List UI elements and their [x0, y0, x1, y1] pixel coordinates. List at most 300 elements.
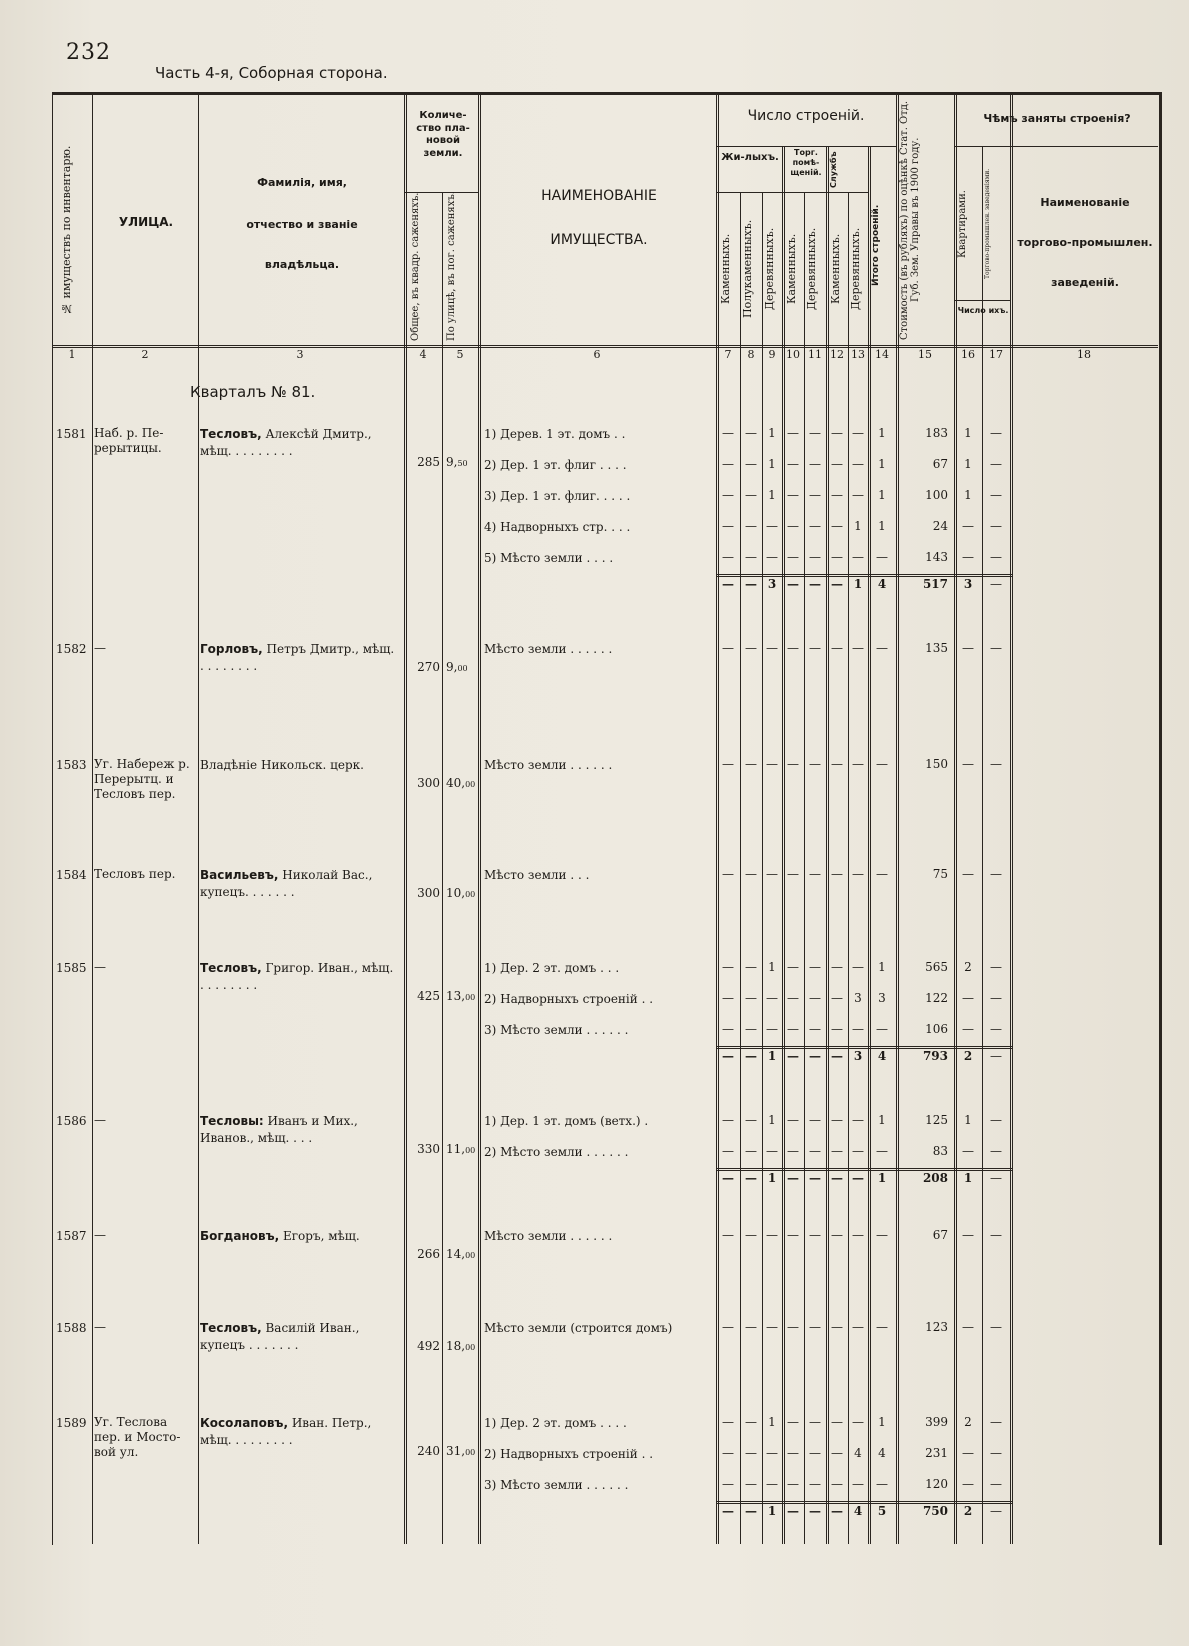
total-trade: —	[990, 1171, 1002, 1185]
building-count-cell: —	[809, 867, 821, 881]
building-count-cell: —	[852, 757, 864, 771]
building-count-cell: —	[745, 1228, 757, 1242]
total-trade: —	[990, 577, 1002, 591]
header-owner-c: владѣльца.	[264, 258, 340, 271]
building-count-cell: —	[809, 641, 821, 655]
building-count-cell: —	[809, 757, 821, 771]
building-count-cell: —	[722, 1022, 734, 1036]
column-number: 15	[918, 348, 932, 361]
apartments-cell: 2	[964, 960, 972, 974]
header-living: Жи-лыхъ.	[721, 152, 779, 163]
building-count-cell: —	[722, 488, 734, 502]
header-rule	[716, 192, 868, 193]
property-item: 2) Дер. 1 эт. флиг . . . .	[484, 458, 627, 472]
building-count-cell: —	[766, 519, 778, 533]
building-count-cell: —	[809, 1504, 821, 1518]
frontage-whole: 14,	[446, 1247, 466, 1261]
header-rule	[954, 300, 1010, 301]
trade-cell: —	[990, 1228, 1002, 1242]
total-apartments: 2	[963, 1049, 973, 1063]
owner-details: Николай Вас., купецъ. . . . . . .	[200, 868, 373, 899]
trade-cell: —	[990, 457, 1002, 471]
building-count-cell: —	[809, 577, 821, 591]
header-c9: Деревянныхъ.	[763, 227, 776, 310]
building-count-cell: —	[809, 1171, 821, 1185]
property-item: 3) Дер. 1 эт. флиг. . . . .	[484, 489, 631, 503]
record-number: 1586	[56, 1114, 87, 1128]
building-count-cell: —	[809, 519, 821, 533]
building-count-cell: —	[852, 550, 864, 564]
header-c10: Каменныхъ.	[785, 233, 798, 304]
header-c15: Стоимость (въ рубляхъ) по оцѣнкѣ Стат. Отд. Губ. Зем. Управы въ 1900 году.	[899, 100, 921, 340]
building-count-cell: —	[787, 550, 799, 564]
building-count-cell: 3	[853, 1049, 863, 1063]
header-c16: Квартирами.	[957, 190, 968, 258]
trade-cell: —	[990, 991, 1002, 1005]
owner-details: Иван. Петр., мѣщ. . . . . . . . .	[200, 1416, 372, 1447]
street-frontage	[446, 775, 475, 793]
building-count-cell: —	[809, 1228, 821, 1242]
building-count-cell: —	[852, 457, 864, 471]
trade-cell: —	[990, 1144, 1002, 1158]
property-item: Мѣсто земли . . . . . .	[484, 758, 613, 772]
owner-surname: Косолаповъ,	[200, 1416, 289, 1430]
building-count-cell: —	[722, 1228, 734, 1242]
building-count-cell: 4	[878, 1446, 886, 1460]
street-name: —	[94, 641, 106, 655]
building-count-cell: —	[722, 519, 734, 533]
building-count-cell: —	[876, 1228, 888, 1242]
building-count-cell: —	[766, 1477, 778, 1491]
building-count-cell: —	[722, 550, 734, 564]
frontage-fraction: 00	[465, 1146, 476, 1155]
street-frontage	[446, 988, 475, 1006]
frontage-fraction: 00	[465, 1343, 476, 1352]
trade-cell: —	[990, 757, 1002, 771]
property-item: 2) Мѣсто земли . . . . . .	[484, 1145, 629, 1159]
cost-cell: 106	[925, 1022, 948, 1036]
building-count-cell: —	[809, 1415, 821, 1429]
building-count-cell: —	[745, 991, 757, 1005]
building-count-cell: —	[766, 1022, 778, 1036]
building-count-cell: —	[831, 1320, 843, 1334]
building-count-cell: —	[722, 1113, 734, 1127]
building-count-cell: —	[745, 1320, 757, 1334]
building-count-cell: 3	[878, 991, 886, 1005]
building-count-cell: —	[722, 960, 734, 974]
trade-cell: —	[990, 960, 1002, 974]
cost-cell: 120	[925, 1477, 948, 1491]
running-head: Часть 4-я, Соборная сторона.	[155, 64, 388, 82]
street-name: —	[94, 1113, 106, 1127]
building-count-cell: —	[787, 1415, 799, 1429]
building-count-cell: —	[745, 488, 757, 502]
owner-name	[200, 1113, 400, 1147]
header-service: Службъ	[829, 151, 838, 189]
building-count-cell: —	[787, 991, 799, 1005]
header-c8: Полукаменныхъ.	[741, 219, 754, 318]
building-count-cell: —	[722, 1415, 734, 1429]
building-count-cell: 1	[768, 1415, 776, 1429]
apartments-cell: —	[962, 757, 974, 771]
street-frontage	[446, 1443, 475, 1461]
building-count-cell: —	[852, 1477, 864, 1491]
building-count-cell: —	[766, 550, 778, 564]
frontage-whole: 40,	[446, 776, 466, 790]
building-count-cell: —	[787, 1320, 799, 1334]
building-count-cell: —	[787, 1171, 799, 1185]
building-count-cell: —	[809, 1113, 821, 1127]
owner-name	[200, 426, 400, 460]
col-rule	[198, 94, 199, 1544]
header-c18-b: торгово-промышлен.	[1017, 236, 1153, 249]
building-count-cell: 1	[768, 1113, 776, 1127]
column-number: 9	[768, 348, 776, 361]
header-c13: Деревянныхъ.	[849, 227, 862, 310]
building-count-cell: —	[876, 757, 888, 771]
building-count-cell: —	[809, 1320, 821, 1334]
building-count-cell: —	[831, 1113, 843, 1127]
owner-name	[200, 757, 400, 774]
building-count-cell: 1	[768, 488, 776, 502]
building-count-cell: 1	[767, 1049, 777, 1063]
column-number: 10	[786, 348, 800, 361]
building-count-cell: —	[852, 426, 864, 440]
building-count-cell: —	[831, 991, 843, 1005]
building-count-cell: 1	[878, 960, 886, 974]
header-property-a: НАИМЕНОВАНІЕ	[541, 188, 657, 204]
property-item: 3) Мѣсто земли . . . . . .	[484, 1478, 629, 1492]
building-count-cell: —	[766, 1228, 778, 1242]
building-count-cell: —	[831, 1171, 843, 1185]
building-count-cell: —	[722, 1144, 734, 1158]
owner-name	[200, 641, 400, 675]
building-count-cell: —	[745, 1415, 757, 1429]
building-count-cell: 3	[767, 577, 777, 591]
header-c11: Деревянныхъ.	[805, 227, 818, 310]
record-number: 1587	[56, 1229, 87, 1243]
owner-surname: Васильевъ,	[200, 868, 279, 882]
street-name: Уг. Набереж р. Перерытц. и Тесловъ пер.	[94, 757, 190, 801]
building-count-cell: —	[745, 641, 757, 655]
building-count-cell: —	[766, 991, 778, 1005]
building-count-cell: 1	[854, 519, 862, 533]
building-count-cell: —	[787, 1049, 799, 1063]
frontage-whole: 18,	[446, 1339, 466, 1353]
building-count-cell: —	[745, 1446, 757, 1460]
owner-surname: Горловъ,	[200, 642, 263, 656]
building-count-cell: —	[876, 1022, 888, 1036]
building-count-cell: —	[876, 1320, 888, 1334]
building-count-cell: —	[745, 1022, 757, 1036]
building-count-cell: 1	[768, 457, 776, 471]
building-count-cell: —	[852, 1171, 864, 1185]
building-count-cell: —	[745, 426, 757, 440]
frontage-whole: 11,	[446, 1142, 466, 1156]
trade-cell: —	[990, 1446, 1002, 1460]
owner-name	[200, 1228, 400, 1245]
total-trade: —	[990, 1049, 1002, 1063]
owner-details: Василій Иван., купецъ . . . . . . .	[200, 1321, 360, 1352]
frontage-fraction: 00	[465, 993, 476, 1002]
building-count-cell: —	[831, 867, 843, 881]
trade-cell: —	[990, 1477, 1002, 1491]
building-count-cell: —	[787, 757, 799, 771]
property-item: 1) Дер. 2 эт. домъ . . . .	[484, 1416, 627, 1430]
column-number: 1	[68, 348, 76, 361]
trade-cell: —	[990, 519, 1002, 533]
building-count-cell: —	[722, 1446, 734, 1460]
building-count-cell: —	[787, 577, 799, 591]
building-count-cell: —	[809, 426, 821, 440]
building-count-cell: —	[831, 519, 843, 533]
building-count-cell: —	[831, 1504, 843, 1518]
column-number: 3	[296, 348, 304, 361]
cost-cell: 183	[925, 426, 948, 440]
total-cost: 750	[922, 1504, 948, 1518]
column-number: 13	[851, 348, 865, 361]
building-count-cell: —	[745, 457, 757, 471]
building-count-cell: —	[787, 1228, 799, 1242]
owner-details: Егоръ, мѣщ.	[282, 1229, 360, 1243]
street-frontage	[446, 1246, 475, 1264]
header-c17: Торгово-промышлен. заведеніями.	[984, 168, 991, 280]
column-number: 8	[747, 348, 755, 361]
owner-surname: Тесловы:	[200, 1114, 264, 1128]
total-cost: 517	[922, 577, 948, 591]
frontage-fraction: 00	[465, 1251, 476, 1260]
trade-cell: —	[990, 488, 1002, 502]
total-trade: —	[990, 1504, 1002, 1518]
building-count-cell: —	[809, 1477, 821, 1491]
building-count-cell: —	[787, 1477, 799, 1491]
building-count-cell: —	[787, 1144, 799, 1158]
cost-cell: 100	[925, 488, 948, 502]
building-count-cell: —	[852, 960, 864, 974]
cost-cell: 75	[932, 867, 948, 881]
owner-details: Петръ Дмитр., мѣщ. . . . . . . . .	[200, 642, 395, 673]
building-count-cell: —	[745, 1113, 757, 1127]
col-rule	[92, 94, 93, 1544]
building-count-cell: —	[876, 867, 888, 881]
header-owner-b: отчество и званіе	[246, 218, 358, 231]
building-count-cell: —	[766, 757, 778, 771]
building-count-cell: —	[722, 1320, 734, 1334]
building-count-cell: —	[831, 1144, 843, 1158]
street-name: —	[94, 960, 106, 974]
building-count-cell: —	[876, 550, 888, 564]
apartments-cell: —	[962, 641, 974, 655]
trade-cell: —	[990, 1022, 1002, 1036]
header-land: Количе-ство пла-новой земли.	[416, 110, 470, 159]
building-count-cell: —	[745, 1144, 757, 1158]
building-count-cell: —	[831, 1446, 843, 1460]
building-count-cell: —	[876, 641, 888, 655]
cost-cell: 143	[925, 550, 948, 564]
trade-cell: —	[990, 867, 1002, 881]
building-count-cell: 1	[768, 960, 776, 974]
frontage-whole: 13,	[446, 989, 466, 1003]
frontage-fraction: 00	[465, 780, 476, 789]
quarter-heading: Кварталъ № 81.	[190, 383, 316, 401]
building-count-cell: —	[722, 1504, 734, 1518]
frontage-whole: 31,	[446, 1444, 466, 1458]
column-number: 5	[456, 348, 464, 361]
building-count-cell: —	[852, 488, 864, 502]
apartments-cell: —	[962, 550, 974, 564]
building-count-cell: —	[831, 641, 843, 655]
total-cost: 208	[922, 1171, 948, 1185]
total-cost: 793	[922, 1049, 948, 1063]
property-item: Мѣсто земли . . . . . .	[484, 1229, 613, 1243]
land-area: 240	[417, 1444, 440, 1458]
col-rule	[478, 94, 481, 1544]
land-area: 300	[417, 776, 440, 790]
header-c14: Итого строеній.	[871, 204, 881, 286]
total-apartments: 3	[963, 577, 973, 591]
apartments-cell: 1	[964, 457, 972, 471]
cost-cell: 67	[932, 1228, 948, 1242]
record-number: 1582	[56, 642, 87, 656]
building-count-cell: 1	[878, 519, 886, 533]
building-count-cell: 4	[853, 1504, 863, 1518]
cost-cell: 565	[925, 960, 948, 974]
building-count-cell: —	[787, 1113, 799, 1127]
header-use: Чѣмъ заняты строенія?	[983, 112, 1131, 125]
building-count-cell: —	[745, 960, 757, 974]
building-count-cell: —	[852, 1113, 864, 1127]
land-area: 300	[417, 886, 440, 900]
building-count-cell: —	[831, 457, 843, 471]
property-item: 3) Мѣсто земли . . . . . .	[484, 1023, 629, 1037]
trade-cell: —	[990, 641, 1002, 655]
building-count-cell: —	[787, 457, 799, 471]
land-area: 492	[417, 1339, 440, 1353]
building-count-cell: —	[787, 867, 799, 881]
header-owner-a: Фамилія, имя,	[257, 176, 347, 189]
header-c5: По улицѣ, въ пог. саженяхъ.	[446, 191, 457, 341]
building-count-cell: —	[745, 550, 757, 564]
building-count-cell: 1	[767, 1504, 777, 1518]
page-number: 232	[66, 40, 111, 65]
street-name: —	[94, 1228, 106, 1242]
building-count-cell: —	[831, 1477, 843, 1491]
cost-cell: 231	[925, 1446, 948, 1460]
building-count-cell: —	[809, 991, 821, 1005]
header-rule	[716, 146, 896, 147]
street-name: Наб. р. Пе-рерытицы.	[94, 426, 164, 455]
building-count-cell: —	[787, 1446, 799, 1460]
frontage-fraction: 00	[465, 1448, 476, 1457]
building-count-cell: —	[745, 577, 757, 591]
column-number: 14	[875, 348, 889, 361]
record-number: 1584	[56, 868, 87, 882]
cost-cell: 24	[932, 519, 948, 533]
owner-name	[200, 867, 400, 901]
owner-name	[200, 1320, 400, 1354]
record-number: 1588	[56, 1321, 87, 1335]
property-item: 2) Надворныхъ строеній . .	[484, 1447, 654, 1461]
record-number: 1585	[56, 961, 87, 975]
building-count-cell: —	[766, 1446, 778, 1460]
building-count-cell: —	[876, 1144, 888, 1158]
cost-cell: 67	[932, 457, 948, 471]
building-count-cell: —	[766, 1144, 778, 1158]
property-item: 1) Дерев. 1 эт. домъ . .	[484, 427, 626, 441]
column-number: 12	[830, 348, 844, 361]
building-count-cell: —	[852, 1022, 864, 1036]
cost-cell: 150	[925, 757, 948, 771]
building-count-cell: —	[852, 1320, 864, 1334]
trade-cell: —	[990, 550, 1002, 564]
building-count-cell: —	[852, 1415, 864, 1429]
header-street: УЛИЦА.	[118, 215, 174, 229]
column-number: 16	[961, 348, 975, 361]
header-c18-a: Наименованіе	[1040, 196, 1130, 209]
building-count-cell: —	[722, 641, 734, 655]
building-count-cell: 1	[878, 488, 886, 502]
apartments-cell: —	[962, 1320, 974, 1334]
property-item: 5) Мѣсто земли . . . .	[484, 551, 614, 565]
column-number: 17	[989, 348, 1003, 361]
column-number: 6	[593, 348, 601, 361]
building-count-cell: —	[745, 757, 757, 771]
apartments-cell: —	[962, 991, 974, 1005]
building-count-cell: —	[745, 1477, 757, 1491]
street-name: —	[94, 1320, 106, 1334]
building-count-cell: —	[766, 1320, 778, 1334]
frontage-fraction: 50	[457, 459, 468, 468]
building-count-cell: 1	[853, 577, 863, 591]
building-count-cell: 1	[878, 1113, 886, 1127]
building-count-cell: —	[766, 867, 778, 881]
land-area: 266	[417, 1247, 440, 1261]
building-count-cell: —	[787, 519, 799, 533]
building-count-cell: —	[831, 426, 843, 440]
record-number: 1581	[56, 427, 87, 441]
building-count-cell: —	[722, 1171, 734, 1185]
frontage-whole: 10,	[446, 886, 466, 900]
building-count-cell: —	[722, 1477, 734, 1491]
property-item: 1) Дер. 1 эт. домъ (ветх.) .	[484, 1114, 649, 1128]
building-count-cell: —	[831, 1049, 843, 1063]
building-count-cell: —	[787, 1022, 799, 1036]
street-frontage	[446, 454, 468, 472]
header-trade: Торг. помѣ-щеній.	[790, 148, 822, 177]
street-name: Уг. Теслова пер. и Мосто-вой ул.	[94, 1415, 181, 1459]
cost-cell: 83	[932, 1144, 948, 1158]
building-count-cell: —	[852, 867, 864, 881]
street-frontage	[446, 885, 475, 903]
owner-details: Григор. Иван., мѣщ. . . . . . . . .	[200, 961, 394, 992]
cost-cell: 125	[925, 1113, 948, 1127]
apartments-cell: —	[962, 867, 974, 881]
building-count-cell: —	[831, 550, 843, 564]
building-count-cell: —	[722, 757, 734, 771]
building-count-cell: —	[831, 1415, 843, 1429]
apartments-cell: —	[962, 1144, 974, 1158]
owner-surname: Тесловъ,	[200, 1321, 262, 1335]
cost-cell: 399	[925, 1415, 948, 1429]
cost-cell: 122	[925, 991, 948, 1005]
building-count-cell: —	[809, 1144, 821, 1158]
apartments-cell: 1	[964, 1113, 972, 1127]
building-count-cell: 4	[854, 1446, 862, 1460]
building-count-cell: —	[809, 488, 821, 502]
building-count-cell: —	[852, 1228, 864, 1242]
street-name: Тесловъ пер.	[94, 867, 176, 881]
apartments-cell: 1	[964, 426, 972, 440]
